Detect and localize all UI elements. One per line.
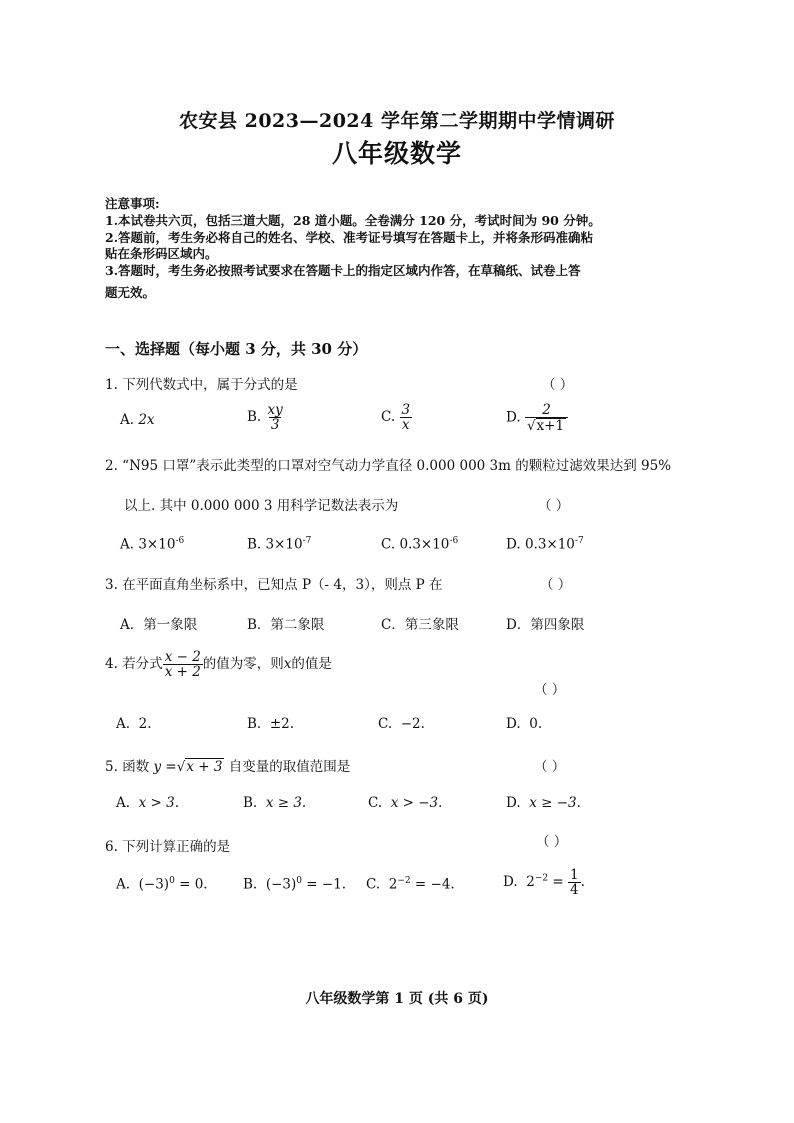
q2-option-a-base: 3×10 [138,536,176,553]
q1-option-b [247,403,285,432]
question-1-stem: 1. 下列代数式中，属于分式的是 [105,377,298,393]
q4-post2: 的值是 [291,656,332,673]
q5-option-a-label: A. [116,795,131,811]
q2-option-a-label: A. [120,536,135,553]
q5-number: 5. [105,759,118,775]
q4-option-c [378,716,425,732]
q6-option-d-rest: = [548,874,564,891]
q4-option-b-text: ±2. [269,716,295,732]
q1-option-d [506,403,568,433]
section-heading-choice: 一、选择题（每小题 3 分，共 30 分） [105,340,368,358]
q4-number: 4. [105,656,118,673]
question-5-stem: 5. 函数 y =√x + 3 自变量的取值范围是 [105,759,351,775]
q6-option-a-base: (−3) [138,876,170,893]
notice-line-3a: 3.答题时，考生务必按照考试要求在答题卡上的指定区域内作答，在草稿纸、试卷上答 [105,263,581,278]
q6-option-d-tail: . [580,874,585,891]
answer-blank-6[interactable]: （ ） [536,834,568,850]
q2-option-c-base: 0.3×10 [399,536,450,553]
answer-blank-4[interactable]: （ ） [534,682,566,698]
q3-option-d: D．第四象限 [506,617,585,633]
q1-d-numerator: 2 [542,402,551,418]
q1-option-d-label: D. [506,409,521,426]
q5-option-d [506,795,581,811]
q6-option-d-base: 2 [526,874,535,891]
q6-option-a-label: A. [116,876,131,893]
q6-option-c [366,876,455,893]
answer-blank-3[interactable]: （ ） [540,577,572,593]
q6-option-c-rest: = −4. [410,876,455,893]
q1-option-a [120,412,155,428]
q2-option-d-label: D. [506,536,521,553]
q5-option-d-text: x ≥ −3. [529,795,581,811]
q2-option-c-exp: -6 [449,536,459,546]
question-2-stem-line-2: 以上. 其中 0.000 000 3 用科学记数法表示为 [124,498,399,514]
q4-fraction [163,650,203,679]
q1-option-a-label: A. [120,412,135,428]
q3-option-b: B．第二象限 [247,617,325,633]
q2-option-b-label: B. [247,536,262,553]
q2-option-b-exp: -7 [302,536,312,546]
q1-option-d-fraction [525,403,568,433]
answer-blank-1[interactable]: （ ） [542,377,574,393]
q4-post: 的值为零，则 [202,656,284,673]
q1-option-b-fraction [266,403,285,432]
q5-option-b [243,795,306,811]
q2-option-a-exp: -6 [175,536,185,546]
q6-option-a [116,876,208,893]
q2-option-b-base: 3×10 [265,536,303,553]
q1-option-c-fraction [399,403,412,432]
q6-option-b-base: (−3) [265,876,297,893]
answer-blank-2[interactable]: （ ） [538,498,570,514]
q5-option-a [116,795,179,811]
question-6-stem: 6. 下列计算正确的是 [105,839,231,855]
q2-option-d-exp: -7 [574,536,584,546]
q6-option-b [243,876,346,893]
q4-option-a [116,716,152,732]
q6-option-b-rest: = −1. [301,876,347,893]
q2-option-d-base: 0.3×10 [524,536,575,553]
q6-option-b-label: B. [243,876,258,893]
q4-variable: x [283,656,292,673]
q6-option-d-label: D. [503,874,518,891]
q1-c-denominator: x [401,417,410,434]
page-footer: 八年级数学第 1 页 (共 6 页) [305,991,489,1007]
q5-option-c [368,795,442,811]
q2-option-a [120,536,184,553]
q4-option-d [506,716,542,732]
q4-option-d-label: D. [506,716,521,732]
q2-option-b [247,536,311,553]
q4-option-c-text: −2. [400,716,425,732]
q6-option-c-label: C. [366,876,381,893]
q5-function: y = [153,759,177,775]
q6-d-numerator: 1 [570,867,579,883]
q2-option-d [506,536,584,553]
q5-pre: 函数 [122,759,150,775]
q6-option-a-exp: 0 [169,876,175,886]
q2-option-c [381,536,458,553]
q1-option-c [381,403,412,432]
q5-option-c-text: x > −3. [390,795,443,811]
q6-option-d-fraction [568,868,581,897]
q1-b-numerator: xy [267,402,283,418]
q1-d-denominator: √x+1 [525,417,568,433]
q4-numerator: x − 2 [164,649,201,665]
q1-b-denominator: 3 [270,417,280,434]
q3-option-a: A．第一象限 [120,617,198,633]
notice-line-2b: 贴在条形码区域内。 [105,246,218,261]
q5-option-c-label: C. [368,795,383,811]
q5-option-b-text: x ≥ 3. [265,795,307,811]
q5-option-b-label: B. [243,795,258,811]
q4-denominator: x + 2 [164,664,201,681]
q6-d-denominator: 4 [570,882,579,899]
q6-option-d [503,868,585,897]
q1-option-b-label: B. [247,409,262,426]
exam-subtitle: 八年级数学 [331,139,462,168]
q1-c-numerator: 3 [401,402,411,418]
q5-option-d-label: D. [506,795,521,811]
q6-option-a-rest: = 0. [174,876,208,893]
question-3-stem: 3. 在平面直角坐标系中，已知点 P（- 4，3），则点 P 在 [105,577,443,593]
q6-option-d-exp: −2 [534,873,549,884]
notice-line-1: 1.本试卷共六页，包括三道大题，28 道小题。全卷满分 120 分，考试时间为 90 分钟。 [105,213,601,228]
q4-option-b-label: B. [247,716,262,732]
q4-option-a-text: 2. [138,716,152,732]
q5-radicand: x + 3 [186,759,223,775]
question-4-stem [105,650,332,679]
q1-option-c-label: C. [381,409,396,426]
q4-option-d-text: 0. [529,716,543,732]
q5-option-a-text: x > 3. [138,795,180,811]
q1-d-radicand: x+1 [536,418,565,435]
notice-heading: 注意事项: [105,196,160,211]
q3-option-c: C．第三象限 [381,617,459,633]
q4-option-c-label: C. [378,716,393,732]
notice-line-2a: 2.答题前，考生务必将自己的姓名、学校、准考证号填写在答题卡上，并将条形码准确粘 [105,230,594,245]
q6-option-c-base: 2 [388,876,398,893]
exam-title: 农安县 2023—2024 学年第二学期期中学情调研 [179,110,615,132]
q5-post: 自变量的取值范围是 [228,759,351,775]
q4-pre: 若分式 [122,656,163,673]
q4-option-b [247,716,294,732]
q6-option-b-exp: 0 [296,876,302,886]
q6-option-c-exp: −2 [397,876,411,886]
q4-option-a-label: A. [116,716,131,732]
q1-option-a-text: 2x [138,412,155,428]
question-2-stem-line-1: 2. “N95 口罩”表示此类型的口罩对空气动力学直径 0.000 000 3m 的颗粒过滤效果达到 95% [105,458,672,474]
answer-blank-5[interactable]: （ ） [534,759,566,775]
notice-line-3b: 题无效。 [105,285,156,300]
q2-option-c-label: C. [381,536,396,553]
